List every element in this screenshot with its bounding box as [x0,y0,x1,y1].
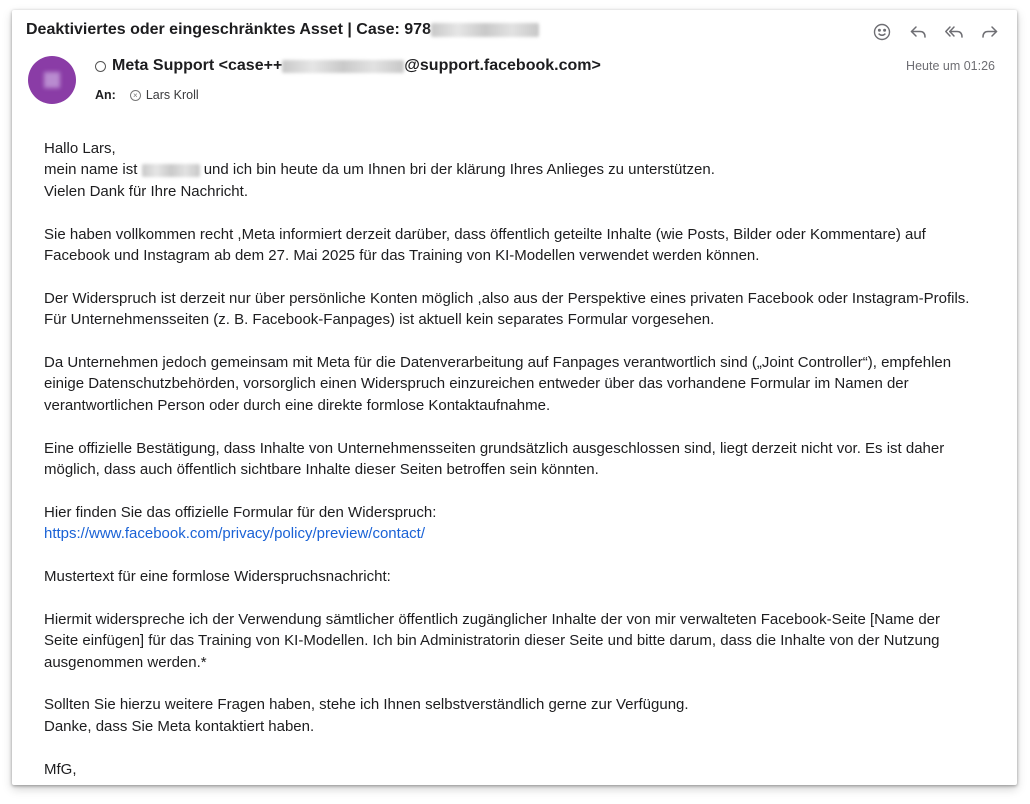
sender-avatar [28,56,76,104]
redacted-sender-address [282,60,404,73]
message-toolbar [871,21,1001,43]
closing-block [44,694,974,737]
sender-prefix[interactable]: Meta Support <case++ [112,57,283,74]
paragraph-3: Da Unternehmen jedoch gemeinsam mit Meta für die Datenverarbeitung auf Fanpages verantwortlich sind („Joint Controller“), empfehlen einige Datenschutzbehörden, vorsorglich einen Widerspruch einzureichen entweder über das vorhandene Formular im Namen der verantwortlichen Person oder durch eine direkte formlose Kontaktaufnahme. [44,354,952,414]
avatar-initials-redacted [44,72,60,88]
redacted-agent-name [142,164,200,177]
recipient-line [95,88,199,102]
paragraph-2: Der Widerspruch ist derzeit nur über persönliche Konten möglich ,also aus der Perspektive eines privaten Facebook oder Instagram-Profils. Für Unternehmensseiten (z. B. Facebook-Fanpages) ist aktuell kein separates Formular vorgesehen. [44,289,970,329]
email-body [44,138,974,785]
forward-icon[interactable] [979,21,1001,43]
emoji-icon[interactable] [871,21,893,43]
paragraph-1: Sie haben vollkommen recht ,Meta informiert derzeit darüber, dass öffentlich geteilte Inhalte (wie Posts, Bilder oder Kommentare) auf Facebook und Instagram ab dem 27. Mai 2025 für das Training von KI-Modellen verwendet werden können. [44,225,926,265]
sender-line [95,57,601,75]
subject-text: Deaktiviertes oder eingeschränktes Asset | Case: 978 [26,21,431,38]
reply-icon[interactable] [907,21,929,43]
form-link[interactable]: https://www.facebook.com/privacy/policy/preview/contact/ [44,525,425,543]
thanks-line: Vielen Dank für Ihre Nachricht. [44,182,248,200]
intro-a: mein name ist [44,161,138,179]
signoff: MfG, [44,760,77,778]
sender-suffix[interactable]: @support.facebook.com> [404,57,601,74]
recipient-status-icon: × [130,90,141,101]
closing-b: Danke, dass Sie Meta kontaktiert haben. [44,717,315,735]
template-text: Hiermit widerspreche ich der Verwendung sämtlicher öffentlich zugänglicher Inhalte der von mir verwalteten Facebook-Seite [Name der Seite einfügen] für das Training von KI-Modellen. Ich bin Administratorin dieser Seite und bitte darum, dass die Inhalte von der Nutzung ausgenommen werden.* [44,610,940,671]
paragraph-4: Eine offizielle Bestätigung, dass Inhalte von Unternehmensseiten grundsätzlich ausgeschlossen sind, liegt derzeit nicht vor. Es ist daher möglich, dass auch öffentlich sichtbare Inhalte dieser Seiten betroffen sein könnten. [44,439,945,479]
closing-a: Sollten Sie hierzu weitere Fragen haben, stehe ich Ihnen selbstverständlich gerne zur Verfügung. [44,696,689,714]
intro-b: und ich bin heute da um Ihnen bri der klärung Ihres Anlieges zu unterstützen. [203,161,715,179]
form-block [44,502,974,545]
email-subject [26,21,539,39]
redacted-case-number [431,23,539,37]
greeting: Hallo Lars, [44,140,116,157]
greeting-block [44,138,974,202]
received-date: Heute um 01:26 [906,59,995,73]
recipient-name[interactable]: Lars Kroll [145,88,199,102]
reply-all-icon[interactable] [943,21,965,43]
unread-status-icon [95,61,106,72]
email-window [12,10,1017,785]
template-label: Mustertext für eine formlose Widerspruchsnachricht: [44,568,391,586]
form-intro: Hier finden Sie das offizielle Formular für den Widerspruch: [44,503,437,521]
to-label: An: [95,88,116,102]
